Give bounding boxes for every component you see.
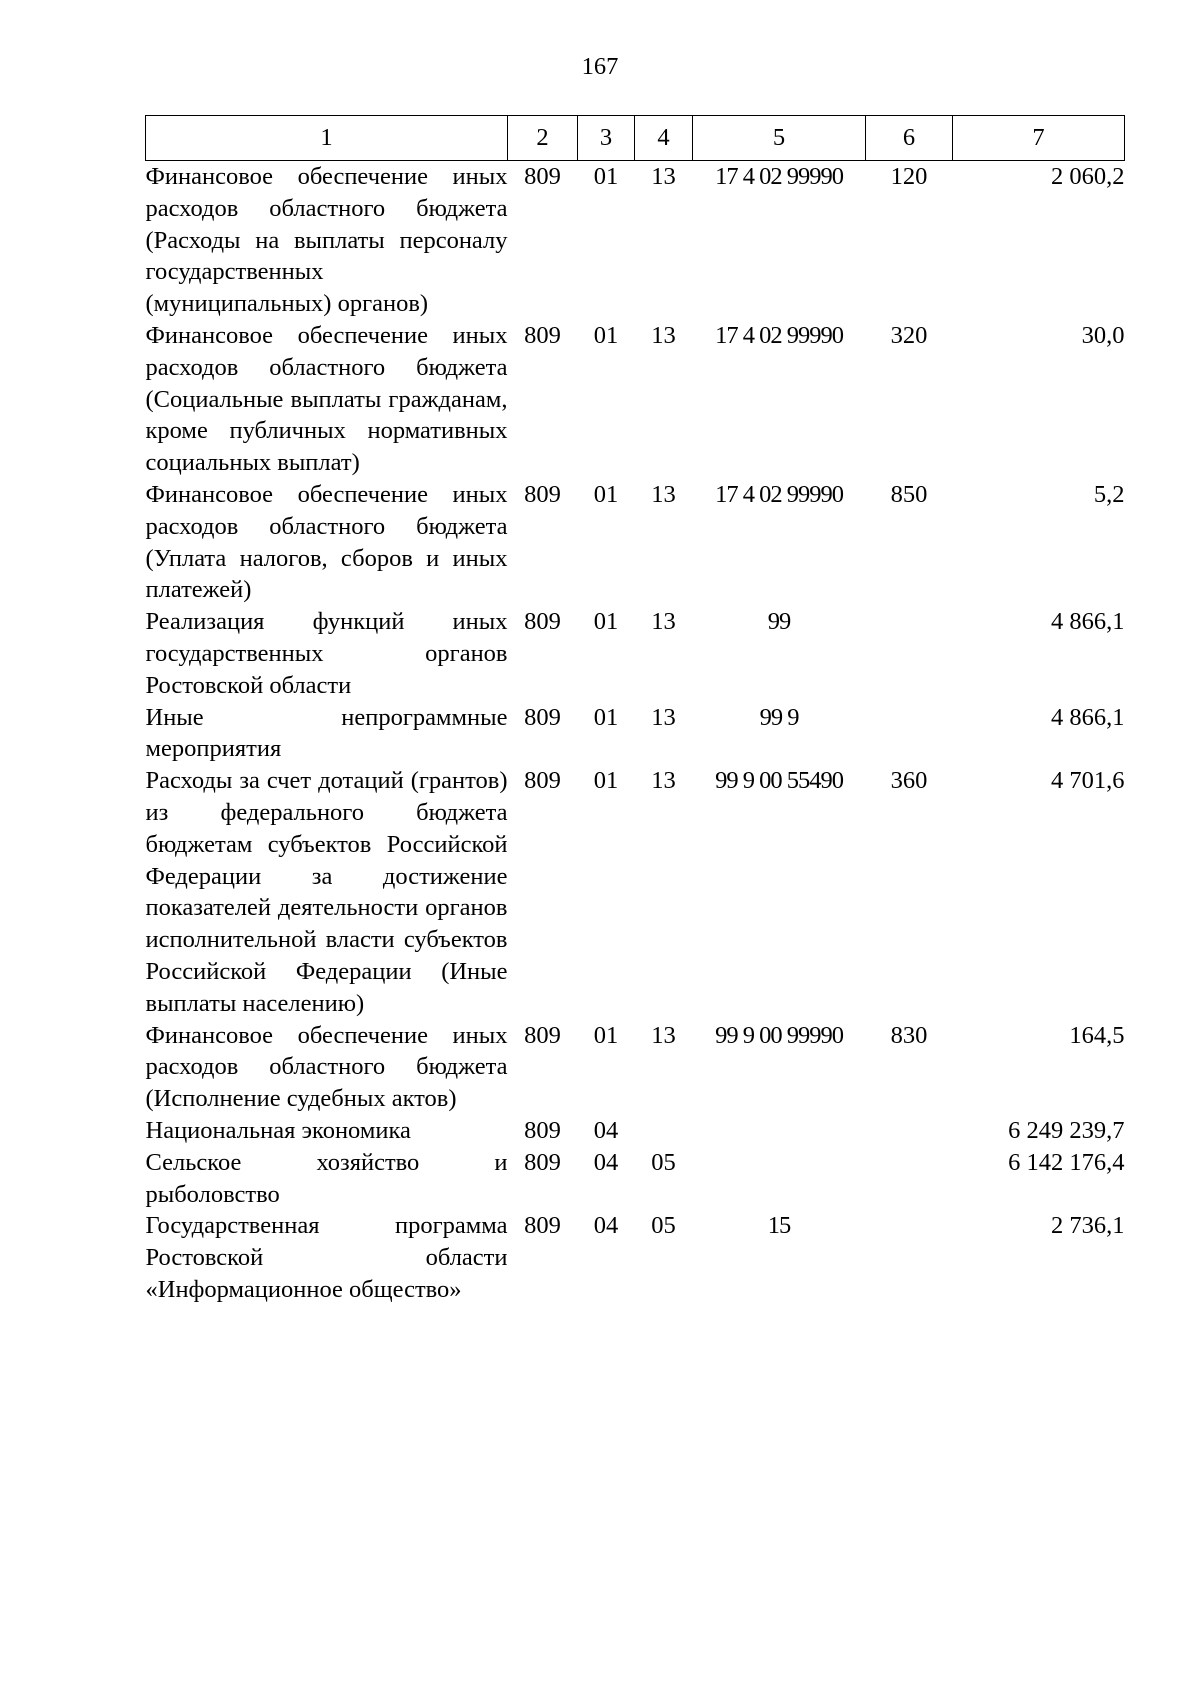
table-row xyxy=(146,1020,1125,1115)
row-subsection-cell: 05 xyxy=(651,1212,676,1240)
column-header-2: 2 xyxy=(508,116,578,161)
row-amount-cell: 4 866,1 xyxy=(1051,608,1125,636)
row-code-cell: 809 xyxy=(524,321,561,349)
row-amount-cell: 6 142 176,4 xyxy=(1008,1148,1125,1176)
table-row xyxy=(146,702,1125,766)
row-subsection-cell: 13 xyxy=(651,1021,676,1049)
row-target-article-cell: 15 xyxy=(767,1212,791,1240)
table-row xyxy=(146,479,1125,606)
row-amount-cell: 4 701,6 xyxy=(1051,767,1125,795)
row-code-cell: 809 xyxy=(524,1212,561,1240)
column-header-3: 3 xyxy=(578,116,635,161)
row-amount-cell: 2 736,1 xyxy=(1051,1212,1125,1240)
row-expense-type-cell xyxy=(866,702,953,766)
row-expense-type-cell xyxy=(866,1210,953,1305)
row-name-cell: Иные непрограммные мероприятия xyxy=(145,703,508,763)
row-subsection-cell: 13 xyxy=(651,608,676,636)
header-row xyxy=(146,116,1125,161)
row-section-cell: 04 xyxy=(593,1116,619,1144)
row-name-cell: Национальная экономика xyxy=(145,1116,411,1144)
row-name-cell: Государственная программа Ростовской области «Информационное общество» xyxy=(145,1212,508,1303)
row-section-cell: 01 xyxy=(593,767,619,795)
row-code-cell: 809 xyxy=(524,480,561,508)
table-row xyxy=(146,1115,1125,1147)
column-header-5: 5 xyxy=(693,116,866,161)
table-body xyxy=(146,161,1125,1306)
row-section-cell: 04 xyxy=(593,1148,619,1176)
row-amount-cell: 30,0 xyxy=(1081,321,1125,349)
row-section-cell: 04 xyxy=(593,1212,619,1240)
row-code-cell: 809 xyxy=(524,1148,561,1176)
row-amount-cell: 164,5 xyxy=(1069,1021,1125,1049)
table-row xyxy=(146,1210,1125,1305)
row-subsection-cell: 13 xyxy=(651,703,676,731)
row-subsection-cell: 05 xyxy=(651,1148,676,1176)
column-header-7: 7 xyxy=(953,116,1125,161)
row-section-cell: 01 xyxy=(593,608,619,636)
row-section-cell: 01 xyxy=(593,480,619,508)
row-expense-type-cell: 850 xyxy=(890,480,928,508)
row-name-cell: Расходы за счет дотаций (грантов) из федерального бюджета бюджетам субъектов Российской Федерации за достижение показателей деятельности органов исполнительной власти субъектов Российской Федерации (Иные выплаты населению) xyxy=(145,767,508,1017)
table-row xyxy=(146,320,1125,479)
row-expense-type-cell: 120 xyxy=(890,163,928,190)
row-subsection-cell: 13 xyxy=(651,480,676,508)
row-name-cell: Финансовое обеспечение иных расходов областного бюджета (Уплата налогов, сборов и иных платежей) xyxy=(145,480,508,604)
row-expense-type-cell xyxy=(866,1115,953,1147)
row-target-article-cell: 99 xyxy=(767,608,791,636)
row-name-cell: Финансовое обеспечение иных расходов областного бюджета (Расходы на выплаты персоналу государственных (муниципальных) органов) xyxy=(145,163,508,318)
row-target-article-cell: 99 9 00 55490 xyxy=(715,767,843,795)
row-section-cell: 01 xyxy=(593,163,619,190)
column-header-1: 1 xyxy=(146,116,508,161)
row-expense-type-cell: 320 xyxy=(890,321,928,349)
row-code-cell: 809 xyxy=(524,163,561,190)
table-row xyxy=(146,1147,1125,1211)
row-expense-type-cell: 360 xyxy=(890,767,928,795)
row-section-cell: 01 xyxy=(593,321,619,349)
row-expense-type-cell xyxy=(866,1147,953,1211)
row-subsection-cell: 13 xyxy=(651,321,676,349)
column-header-4: 4 xyxy=(635,116,693,161)
row-code-cell: 809 xyxy=(524,703,561,731)
row-amount-cell: 6 249 239,7 xyxy=(1008,1116,1125,1144)
page-number: 167 xyxy=(581,53,619,80)
row-target-article-cell: 17 4 02 99990 xyxy=(715,480,843,508)
row-subsection-cell: 13 xyxy=(651,767,676,795)
row-subsection-cell xyxy=(635,1115,693,1147)
row-code-cell: 809 xyxy=(524,767,561,795)
row-section-cell: 01 xyxy=(593,703,619,731)
row-target-article-cell xyxy=(693,1147,866,1211)
row-name-cell: Финансовое обеспечение иных расходов областного бюджета (Исполнение судебных актов) xyxy=(145,1021,508,1113)
row-target-article-cell: 99 9 xyxy=(759,703,799,731)
table-row xyxy=(146,765,1125,1019)
row-target-article-cell: 17 4 02 99990 xyxy=(715,321,843,349)
row-name-cell: Реализация функций иных государственных органов Ростовской области xyxy=(145,608,508,699)
row-name-cell: Сельское хозяйство и рыболовство xyxy=(145,1148,508,1208)
row-target-article-cell: 99 9 00 99990 xyxy=(715,1021,843,1049)
row-target-article-cell: 17 4 02 99990 xyxy=(715,163,843,190)
table-row xyxy=(146,161,1125,320)
row-amount-cell: 5,2 xyxy=(1093,480,1125,508)
row-expense-type-cell: 830 xyxy=(890,1021,928,1049)
row-name-cell: Финансовое обеспечение иных расходов областного бюджета (Социальные выплаты гражданам, кроме публичных нормативных социальных выплат) xyxy=(145,321,508,477)
row-code-cell: 809 xyxy=(524,1116,561,1144)
table-row xyxy=(146,606,1125,701)
row-amount-cell: 2 060,2 xyxy=(1051,163,1125,190)
row-code-cell: 809 xyxy=(524,608,561,636)
row-expense-type-cell xyxy=(866,606,953,701)
budget-table xyxy=(145,115,1125,1306)
row-subsection-cell: 13 xyxy=(651,163,676,190)
row-target-article-cell xyxy=(693,1115,866,1147)
column-header-6: 6 xyxy=(866,116,953,161)
row-amount-cell: 4 866,1 xyxy=(1051,703,1125,731)
row-code-cell: 809 xyxy=(524,1021,561,1049)
row-section-cell: 01 xyxy=(593,1021,619,1049)
table-header xyxy=(146,116,1125,161)
